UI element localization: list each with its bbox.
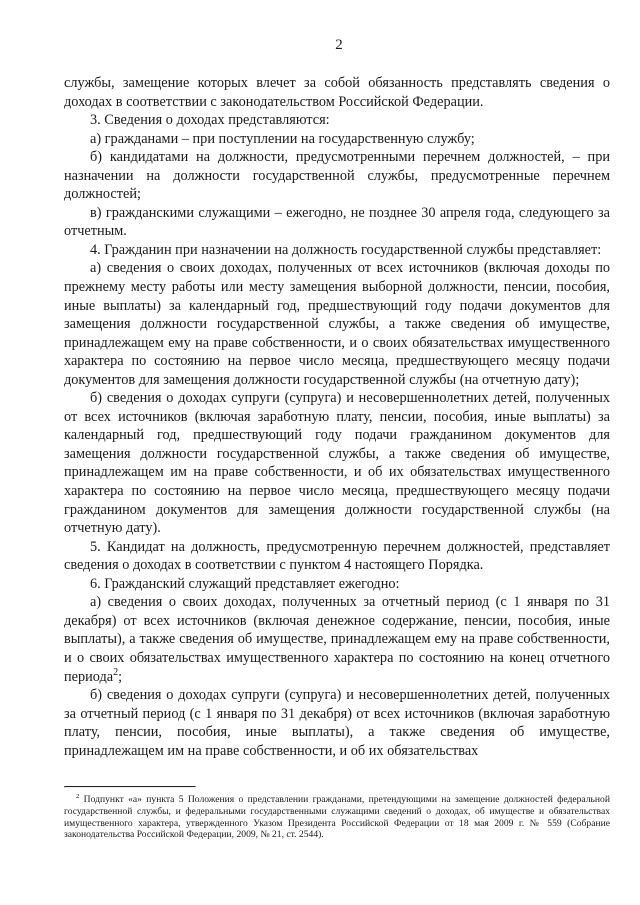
footnote-reference[interactable]: 2 bbox=[113, 666, 119, 678]
paragraph: 6. Гражданский служащий представляет ежегодно: bbox=[90, 575, 400, 592]
footnote bbox=[64, 794, 610, 841]
footnote-text: Подпункт «а» пункта 5 Положения о представлении гражданами, претендующими на замещение должностей федеральной государственной службы, и федеральными государственными служащими сведений о доходах, об имуществе и обязательствах имущественного характера, утвержденного Указом Президента Российской Федерации от 18 мая 2009 г. № 559 (Собрание законодательства Российской Федерации, 2009, № 21, ст. 2544). bbox=[64, 794, 610, 841]
footnote-marker: 2 bbox=[76, 792, 80, 800]
paragraph: 3. Сведения о доходах представляются: bbox=[90, 112, 330, 129]
paragraph: а) гражданами – при поступлении на государственную службу; bbox=[90, 130, 475, 147]
document-body bbox=[64, 74, 610, 760]
paragraph: б) кандидатами на должности, предусмотренными перечнем должностей, – при назначении на должности государственной службы, предусмотренные перечнем должностей; bbox=[64, 149, 610, 203]
paragraph: а) сведения о своих доходах, полученных за отчетный период (с 1 января по 31 декабря) от всех источников (включая денежное содержание, пенсии, пособия, иные выплаты), а также сведения об имуществе, принадлежащем ему на праве собственности, и о своих обязательствах имущественного характера по состоянию на конец отчетного периода$^2$; bbox=[64, 594, 610, 685]
page-number: 2 bbox=[335, 37, 343, 53]
paragraph: а) сведения о своих доходах, полученных от всех источников (включая доходы по прежнему месту работы или месту замещения выборной должности, пенсии, пособия, иные выплаты) за календарный год, предшествующий году подачи документов для замещения должности государственной службы, а также сведения об имуществе, принадлежащем ему на праве собственности, и о своих обязательствах имущественного характера по состоянию на первое число месяца, предшествующего месяцу подачи документов для замещения должности государственной службы (на отчетную дату); bbox=[64, 260, 610, 388]
footnote-divider bbox=[64, 786, 196, 788]
paragraph: б) сведения о доходах супруги (супруга) и несовершеннолетних детей, полученных от всех источников (включая заработную плату, пенсии, пособия, иные выплаты) за календарный год, предшествующий году подачи гражданином документов для замещения должности государственной службы, а также сведения об имуществе, принадлежащем им на праве собственности, и об их обязательствах имущественного характера по состоянию на первое число месяца, предшествующего месяцу подачи гражданином документов для замещения должности государственной службы (на отчетную дату). bbox=[64, 390, 610, 537]
paragraph: службы, замещение которых влечет за собой обязанность представлять сведения о доходах в соответствии с законодательством Российской Федерации. bbox=[64, 75, 610, 110]
paragraph: в) гражданскими служащими – ежегодно, не позднее 30 апреля года, следующего за отчетным. bbox=[64, 204, 610, 240]
paragraph: б) сведения о доходах супруги (супруга) и несовершеннолетних детей, полученных за отчетный период (с 1 января по 31 декабря) от всех источников (включая заработную плату, пенсии, пособия, иные выплаты), а также сведения об имуществе, принадлежащем им на праве собственности, и об их обязательствах bbox=[64, 687, 610, 759]
paragraph: 5. Кандидат на должность, предусмотренную перечнем должностей, представляет сведения о доходах в соответствии с пунктом 4 настоящего Порядка. bbox=[64, 538, 610, 574]
paragraph: 4. Гражданин при назначении на должность государственной службы представляет: bbox=[90, 241, 602, 258]
